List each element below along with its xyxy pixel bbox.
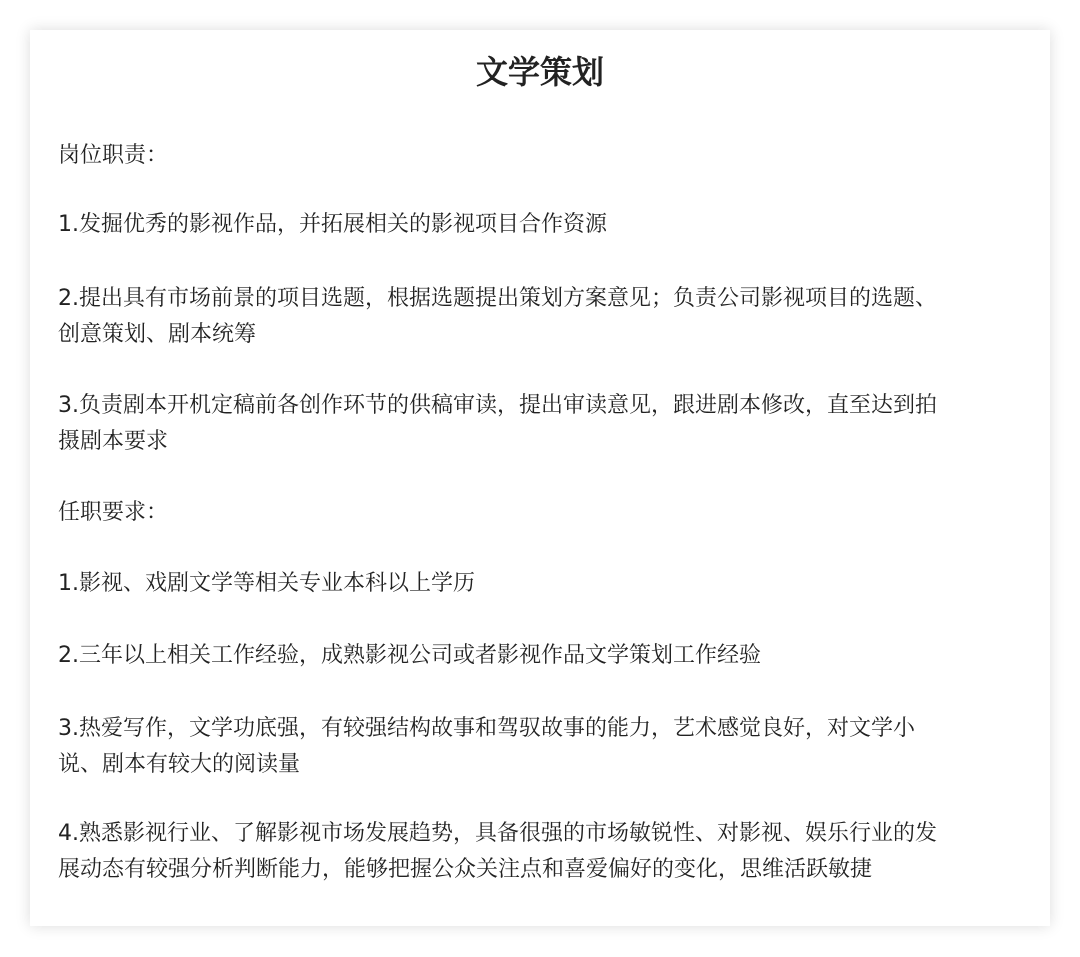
requirement-item-3-line-1: 3.热爱写作，文学功底强，有较强结构故事和驾驭故事的能力，艺术感觉良好，对文学小 (58, 716, 915, 741)
responsibility-item-3-line-2: 摄剧本要求 (58, 429, 169, 454)
requirement-item-1 (58, 566, 1033, 602)
responsibility-item-2-line-2: 创意策划、剧本统筹 (58, 322, 257, 347)
requirement-item-4-line-1: 4.熟悉影视行业、了解影视市场发展趋势，具备很强的市场敏锐性、对影视、娱乐行业的发 (58, 821, 937, 846)
document-title: 文学策划 (475, 53, 604, 91)
requirement-item-4 (58, 816, 1033, 888)
requirement-item-2-line-1: 2.三年以上相关工作经验，成熟影视公司或者影视作品文学策划工作经验 (58, 643, 761, 668)
responsibilities-heading: 岗位职责： (58, 143, 169, 168)
requirement-item-3 (58, 711, 1033, 783)
responsibility-item-2-line-1: 2.提出具有市场前景的项目选题，根据选题提出策划方案意见；负责公司影视项目的选题、 (58, 286, 937, 311)
responsibility-item-3-line-1: 3.负责剧本开机定稿前各创作环节的供稿审读，提出审读意见，跟进剧本修改，直至达到拍 (58, 393, 937, 418)
requirements-heading: 任职要求： (58, 500, 169, 525)
responsibility-item-2 (58, 281, 1033, 353)
requirement-item-3-line-2: 说、剧本有较大的阅读量 (58, 752, 301, 777)
requirement-item-1-line-1: 1.影视、戏剧文学等相关专业本科以上学历 (58, 571, 475, 596)
responsibility-item-1-line-1: 1.发掘优秀的影视作品，并拓展相关的影视项目合作资源 (58, 212, 607, 237)
requirement-item-4-line-2: 展动态有较强分析判断能力，能够把握公众关注点和喜爱偏好的变化，思维活跃敏捷 (58, 857, 873, 882)
requirement-item-2 (58, 638, 1033, 674)
responsibility-item-3 (58, 388, 1033, 460)
responsibility-item-1 (58, 207, 1033, 243)
